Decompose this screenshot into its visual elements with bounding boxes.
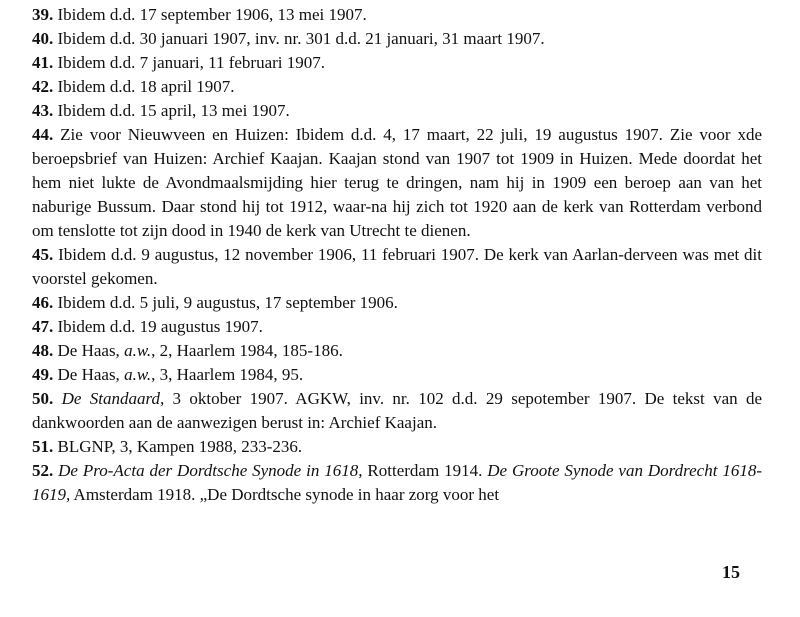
- footnote-number: 46.: [32, 293, 54, 312]
- footnote-39: [32, 3, 762, 27]
- footnote-text: Ibidem d.d. 7 januari, 11 februari 1907.: [57, 53, 326, 72]
- footnote-48: [32, 339, 762, 363]
- footnote-text-mid: Rotterdam 1914.: [362, 461, 488, 480]
- footnote-text: Ibidem d.d. 30 januari 1907, inv. nr. 301 d.d. 21 januari, 31 maart 1907.: [57, 29, 545, 48]
- footnote-number: 47.: [32, 317, 54, 336]
- footnote-text-pre: De Haas,: [57, 365, 125, 384]
- footnote-text-italic: De Standaard,: [61, 389, 165, 408]
- footnote-number: 45.: [32, 245, 54, 264]
- footnote-list: [32, 3, 762, 507]
- footnote-text-post: , 3, Haarlem 1984, 95.: [151, 365, 304, 384]
- footnote-text-italic: a.w.: [124, 365, 152, 384]
- footnote-text: BLGNP, 3, Kampen 1988, 233-236.: [57, 437, 303, 456]
- footnote-text-italic: a.w.: [124, 341, 152, 360]
- footnote-text-italic: De Pro-Acta der Dordtsche Synode in 1618,: [58, 461, 363, 480]
- footnote-number: 49.: [32, 365, 54, 384]
- footnote-number: 51.: [32, 437, 54, 456]
- footnote-text-pre: De Haas,: [57, 341, 125, 360]
- footnote-45: [32, 243, 762, 291]
- footnote-42: [32, 75, 762, 99]
- footnote-40: [32, 27, 762, 51]
- footnote-49: [32, 363, 762, 387]
- footnote-text: Ibidem d.d. 15 april, 13 mei 1907.: [57, 101, 290, 120]
- footnote-text: Ibidem d.d. 18 april 1907.: [57, 77, 235, 96]
- footnote-number: 39.: [32, 5, 54, 24]
- footnote-number: 43.: [32, 101, 54, 120]
- footnote-text-post: Amsterdam 1918. „De Dordtsche synode in haar zorg voor het: [70, 485, 500, 504]
- footnote-text-post: , 2, Haarlem 1984, 185-186.: [151, 341, 343, 360]
- footnote-text-italic-2: De Groote Synode van Dordrecht 1618-1619,: [32, 461, 762, 504]
- footnote-number: 44.: [32, 125, 54, 144]
- footnote-46: [32, 291, 762, 315]
- footnote-47: [32, 315, 762, 339]
- footnote-number: 50.: [32, 389, 54, 408]
- footnote-text-post: 3 oktober 1907. AGKW, inv. nr. 102 d.d. 29 sepotember 1907. De tekst van de dankwoorden aan de aanwezigen berust in: Archief Kaajan.: [32, 389, 763, 432]
- footnote-43: [32, 99, 762, 123]
- footnote-text: Zie voor Nieuwveen en Huizen: Ibidem d.d. 4, 17 maart, 22 juli, 19 augustus 1907. Zie voor xde beroepsbrief van Huizen: Archief Kaajan. Kaajan stond van 1907 tot 1909 in Huizen. Mede doordat het hem niet lukte de Avondmaalsmijding hier terug te dringen, nam hij in 1909 een beroep aan van het naburige Bussum. Daar stond hij tot 1912, waar-na hij zich tot 1920 aan de kerk van Rotterdam verbond om tenslotte tot zijn dood in 1940 de kerk van Utrecht te dienen.: [32, 125, 762, 240]
- footnote-number: 40.: [32, 29, 54, 48]
- footnote-51: [32, 435, 762, 459]
- footnote-number: 52.: [32, 461, 54, 480]
- footnote-number: 42.: [32, 77, 54, 96]
- footnote-text: Ibidem d.d. 9 augustus, 12 november 1906, 11 februari 1907. De kerk van Aarlan-derveen was met dit voorstel gekomen.: [32, 245, 762, 288]
- footnote-50: [32, 387, 762, 435]
- footnote-text: Ibidem d.d. 19 augustus 1907.: [57, 317, 263, 336]
- footnote-text: Ibidem d.d. 5 juli, 9 augustus, 17 september 1906.: [57, 293, 398, 312]
- footnote-number: 48.: [32, 341, 54, 360]
- footnote-number: 41.: [32, 53, 54, 72]
- footnote-text: Ibidem d.d. 17 september 1906, 13 mei 1907.: [57, 5, 367, 24]
- page-number: 15: [722, 562, 740, 582]
- footnote-52: [32, 459, 762, 507]
- footnote-41: [32, 51, 762, 75]
- footnote-44: [32, 123, 762, 243]
